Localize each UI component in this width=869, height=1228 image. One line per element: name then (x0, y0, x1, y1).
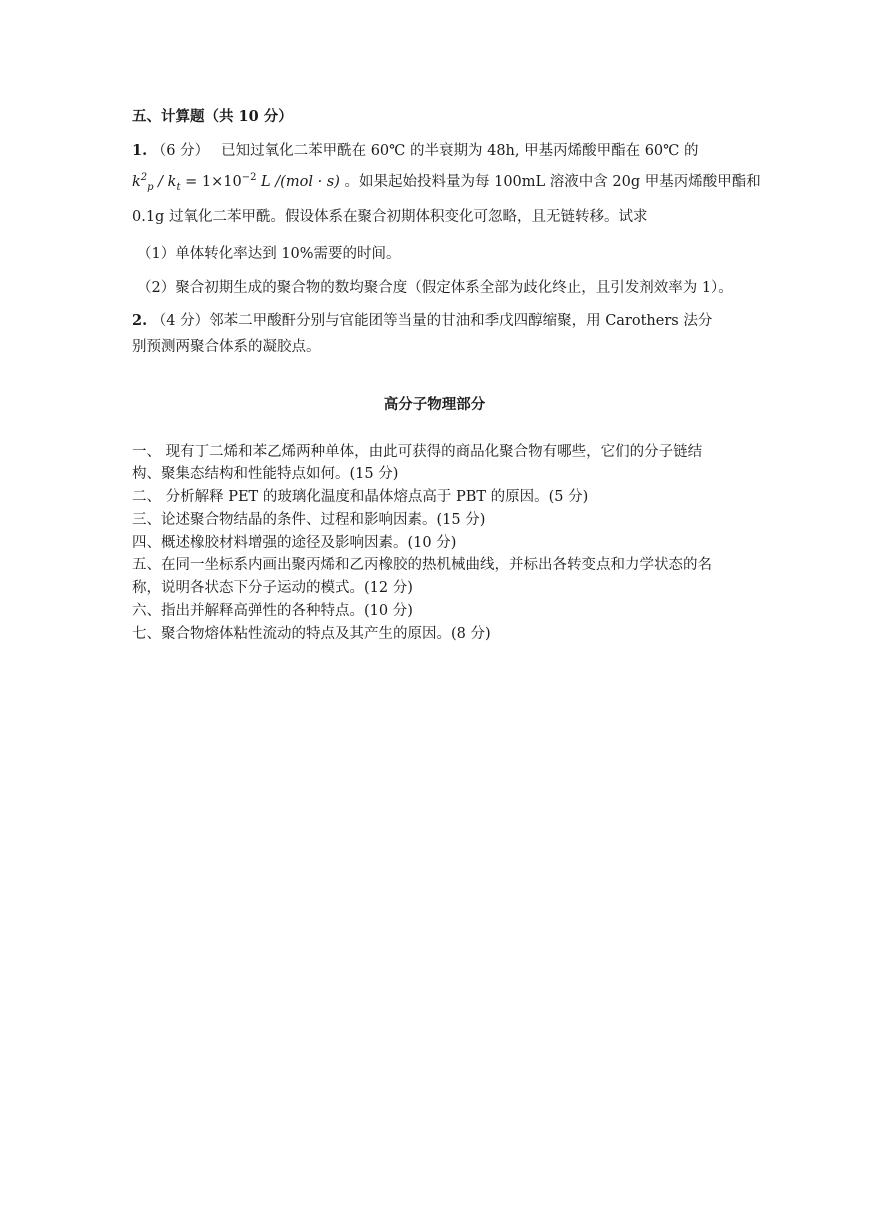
formula-unit: L /(mol · s) (256, 174, 340, 190)
section-title: 五、计算题（共 10 分） (132, 108, 293, 125)
question-1-sub-2: （2）聚合初期生成的聚合物的数均聚合度（假定体系全部为歧化终止，且引发剂效率为 1）。 (137, 280, 733, 296)
formula-equals: = 1×10 (180, 174, 242, 190)
question-1-number: 1. (132, 142, 148, 159)
question-1-text-line-1: 已知过氧化二苯甲酰在 60℃ 的半衰期为 48h, 甲基丙烯酸甲酯在 60℃ 的 (221, 143, 699, 159)
question-1-line-1 (132, 140, 742, 162)
physics-item-2: 二、 分析解释 PET 的玻璃化温度和晶体熔点高于 PBT 的原因。(5 分) (132, 489, 589, 505)
question-1-line-2 (132, 171, 761, 193)
question-2-number: 2. (132, 312, 148, 329)
question-1-score: （6 分） (151, 143, 210, 159)
question-1-sub-1: （1）单体转化率达到 10%需要的时间。 (137, 246, 401, 262)
formula-sup: 2 (140, 172, 148, 184)
physics-item-7: 七、聚合物熔体粘性流动的特点及其产生的原因。(8 分) (132, 626, 491, 642)
part-2-title: 高分子物理部分 (383, 396, 486, 413)
rate-constant-formula (132, 172, 340, 193)
question-2-text-line-1: （4 分）邻苯二甲酸酐分别与官能团等当量的甘油和季戊四醇缩聚，用 Carothers 法分 (151, 313, 713, 329)
physics-item-5-line-2: 称，说明各状态下分子运动的模式。(12 分) (132, 580, 413, 596)
physics-item-3: 三、论述聚合物结晶的条件、过程和影响因素。(15 分) (132, 512, 486, 528)
physics-item-6: 六、指出并解释高弹性的各种特点。(10 分) (132, 603, 413, 619)
physics-item-1-line-2: 构、聚集态结构和性能特点如何。(15 分) (132, 466, 399, 482)
physics-item-5-line-1: 五、在同一坐标系内画出聚丙烯和乙丙橡胶的热机械曲线，并标出各转变点和力学状态的名 (132, 557, 712, 573)
question-1-text-line-2: 。如果起始投料量为每 100mL 溶液中含 20g 甲基丙烯酸甲酯和 (344, 174, 761, 190)
question-2-line-1 (132, 310, 742, 332)
formula-sub-t: t (176, 181, 181, 193)
question-2-line-2: 别预测两聚合体系的凝胶点。 (132, 339, 321, 355)
physics-item-1-line-1: 一、 现有丁二烯和苯乙烯两种单体，由此可获得的商品化聚合物有哪些，它们的分子链结 (132, 444, 703, 460)
formula-kp: k (132, 174, 141, 190)
physics-item-4: 四、概述橡胶材料增强的途径及影响因素。(10 分) (132, 535, 457, 551)
formula-kt: / k (153, 174, 177, 190)
formula-exponent: −2 (241, 172, 257, 184)
formula-sub-p: p (147, 181, 154, 193)
question-1-line-3: 0.1g 过氧化二苯甲酰。假设体系在聚合初期体积变化可忽略，且无链转移。试求 (132, 209, 648, 225)
